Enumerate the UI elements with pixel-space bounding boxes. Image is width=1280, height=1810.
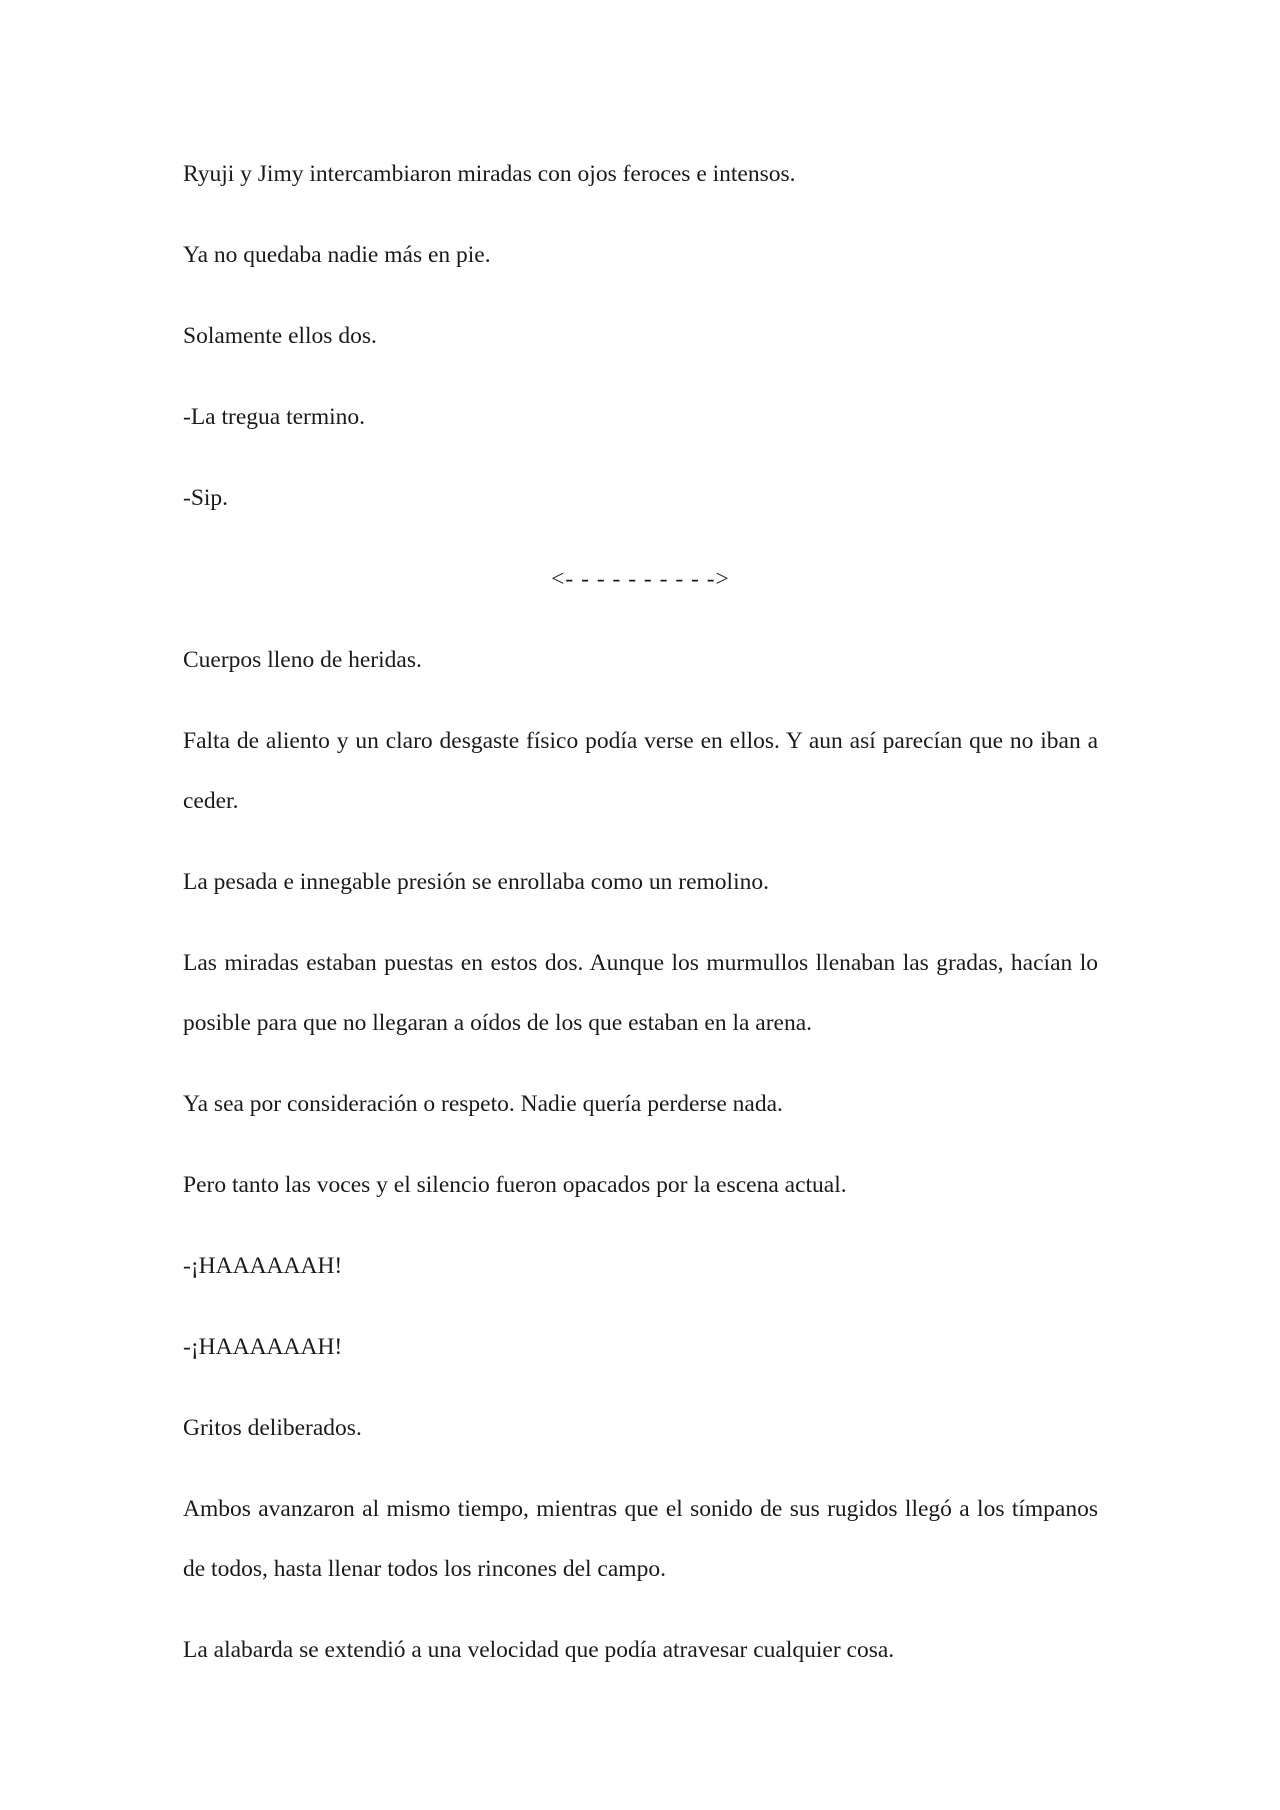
paragraph-1: Ryuji y Jimy intercambiaron miradas con ojos feroces e intensos. — [183, 161, 796, 187]
paragraph-10: Gritos deliberados. — [183, 1415, 362, 1441]
paragraph-6: La pesada e innegable presión se enrollaba como un remolino. — [183, 869, 769, 895]
dialogue-line-3: -¡HAAAAAAH! — [183, 1253, 343, 1279]
document-body — [183, 144, 1098, 1701]
dialogue-line-1: -La tregua termino. — [183, 404, 366, 430]
paragraph-5: Falta de aliento y un claro desgaste físico podía verse en ellos. Y aun así parecían que no iban a ceder. — [183, 728, 1098, 814]
paragraph-4: Cuerpos lleno de heridas. — [183, 647, 422, 673]
paragraph-11: Ambos avanzaron al mismo tiempo, mientras que el sonido de sus rugidos llegó a los tímpanos de todos, hasta llenar todos los rincones del campo. — [183, 1496, 1098, 1582]
dialogue-line-2: -Sip. — [183, 485, 229, 511]
paragraph-9: Pero tanto las voces y el silencio fueron opacados por la escena actual. — [183, 1172, 847, 1198]
paragraph-8: Ya sea por consideración o respeto. Nadie quería perderse nada. — [183, 1091, 783, 1117]
paragraph-12: La alabarda se extendió a una velocidad que podía atravesar cualquier cosa. — [183, 1637, 895, 1663]
scene-separator: <- - - - - - - - - -> — [551, 566, 730, 592]
dialogue-line-4: -¡HAAAAAAH! — [183, 1334, 343, 1360]
paragraph-7: Las miradas estaban puestas en estos dos. Aunque los murmullos llenaban las gradas, hacían lo posible para que no llegaran a oídos de los que estaban en la arena. — [183, 950, 1098, 1036]
paragraph-2: Ya no quedaba nadie más en pie. — [183, 242, 491, 268]
paragraph-3: Solamente ellos dos. — [183, 323, 377, 349]
